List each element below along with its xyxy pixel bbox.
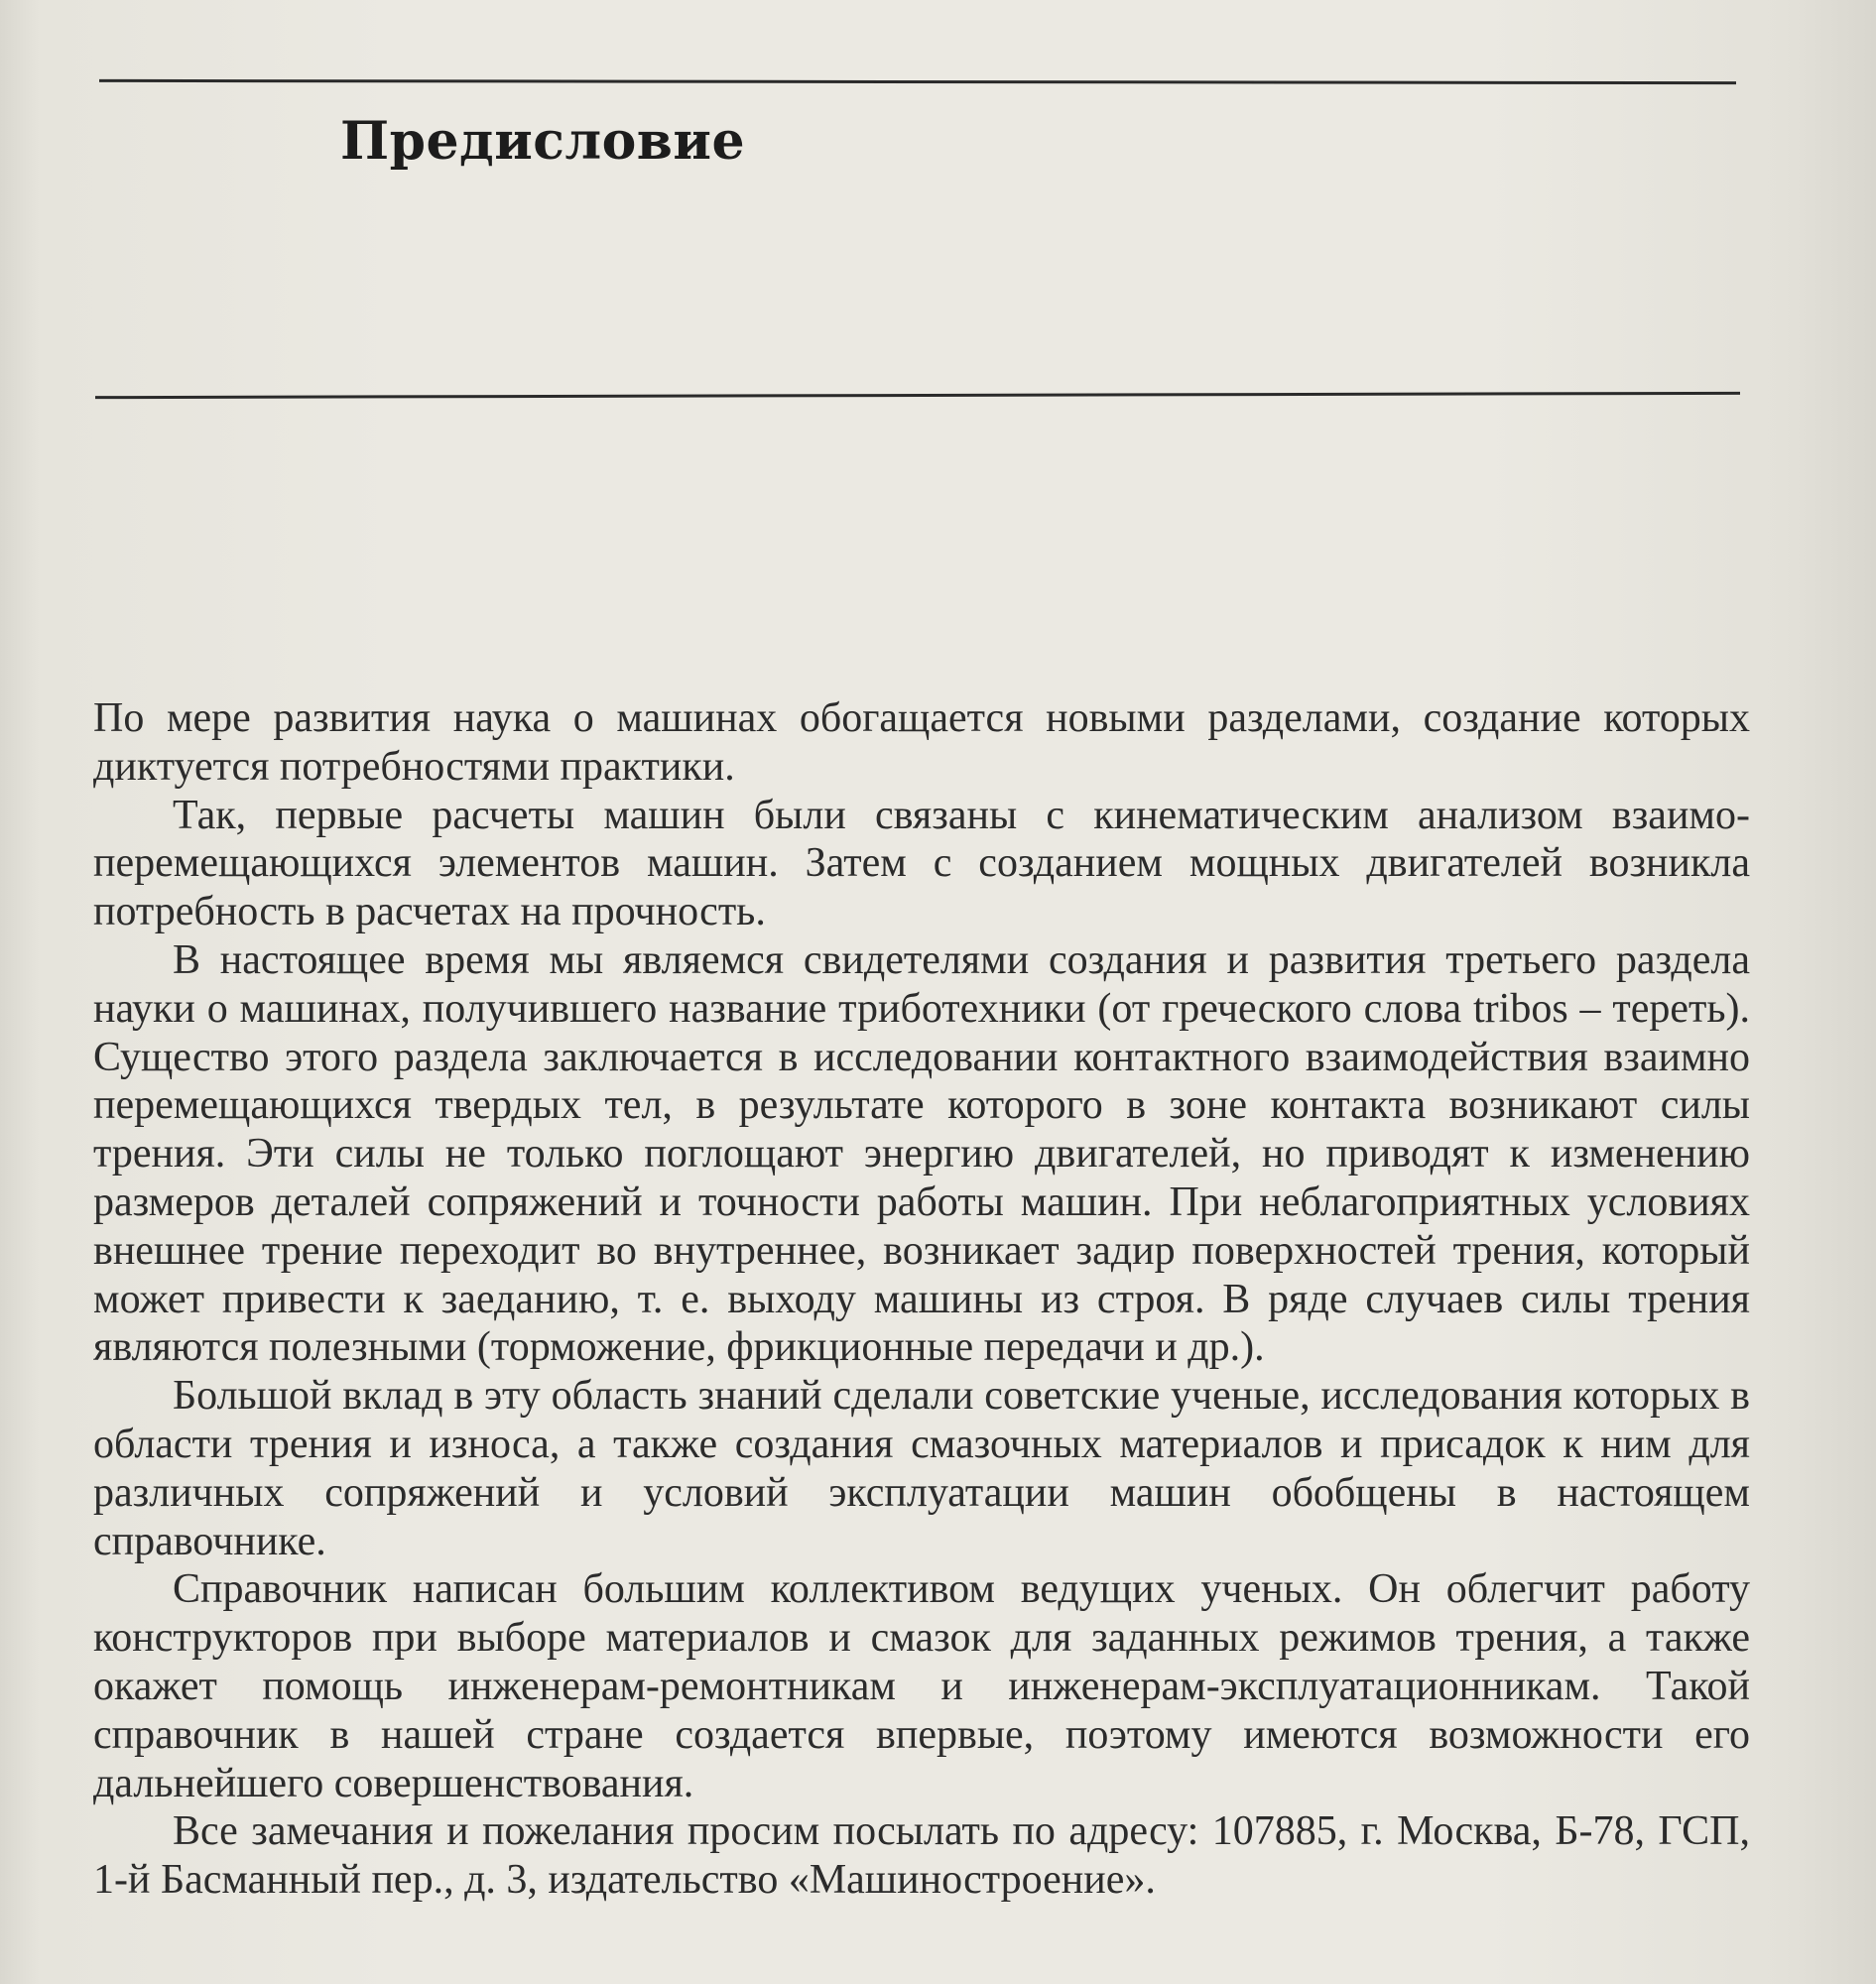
paragraph-1: По мере развития наука о машинах обогащается новыми разделами, создание которых диктуется потребностями практики. — [93, 695, 1750, 790]
paragraph-3: В настоящее время мы являемся свидетелями создания и развития третьего раздела науки о машинах, получившего название триботехники (от греческого слова tribos – тереть). Существо этого раздела заключается в исследовании контактного взаимодействия взаимно перемещающихся твердых тел, в результате которого в зоне контакта возникают силы трения. Эти силы не только поглощают энергию двигателей, но приводят к изменению размеров деталей сопряжений и точности работы машин. При неблагоприятных условиях внешнее трение переходит во внутреннее, возникает задир поверхностей трения, который может привести к заеданию, т. е. выходу машины из строя. В ряде случаев силы трения являются полезными (торможение, фрикционные передачи и др.). — [93, 936, 1750, 1371]
paragraph-2: Так, первые расчеты машин были связаны с кинематическим анализом взаимоперемещающихся элементов машин. Затем с созданием мощных двигателей возникла потребность в расчетах на прочность. — [93, 792, 1750, 935]
paragraph-4: Большой вклад в эту область знаний сделали советские ученые, исследования которых в области трения и износа, а также создания смазочных материалов и присадок к ним для различных сопряжений и условий эксплуатации машин обобщены в настоящем справочнике. — [93, 1373, 1750, 1564]
section-rule — [95, 392, 1740, 399]
top-rule — [99, 79, 1736, 84]
page-title: Предисловие — [340, 111, 746, 172]
preface-body — [93, 694, 1750, 1905]
paragraph-5: Справочник написан большим коллективом ведущих ученых. Он облегчит работу конструкторов при выборе материалов и смазок для заданных режимов трения, а также окажет помощь инженерам-ремонтникам и инженерам-эксплуатационникам. Такой справочник в нашей стране создается впервые, поэтому имеются возможности его дальнейшего совершенствования. — [93, 1566, 1750, 1806]
paragraph-6: Все замечания и пожелания просим посылать по адресу: 107885, г. Москва, Б-78, ГСП, 1-й Басманный пер., д. 3, издательство «Машиностроение». — [93, 1808, 1750, 1904]
